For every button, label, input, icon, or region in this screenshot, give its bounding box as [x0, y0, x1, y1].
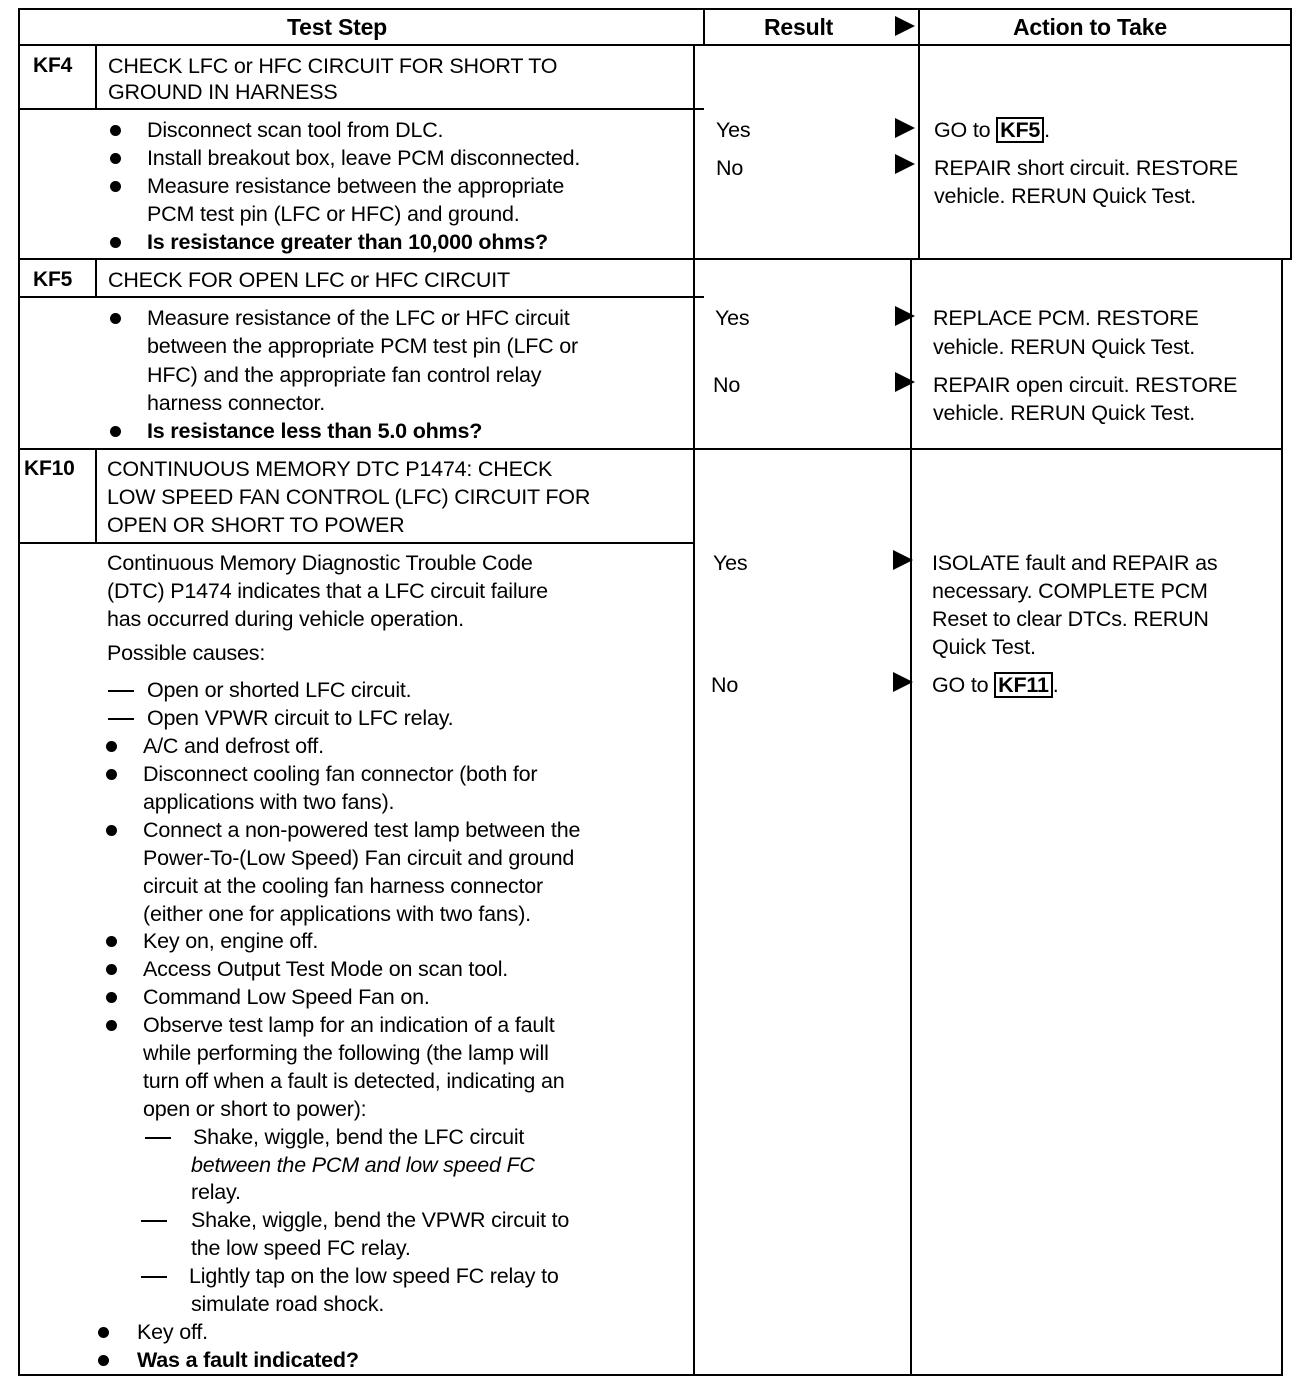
kf10-step: applications with two fans). — [143, 790, 395, 814]
kf10-action-yes: Quick Test. — [932, 635, 1036, 659]
step-ref-kf5: KF5 — [996, 117, 1044, 143]
bullet-icon — [110, 125, 121, 136]
kf4-step: Install breakout box, leave PCM disconnected. — [147, 146, 581, 170]
kf4-result-yes: Yes — [716, 118, 751, 142]
arrow-icon — [895, 372, 915, 392]
arrow-icon — [895, 306, 915, 326]
bullet-icon — [98, 1355, 109, 1366]
kf10-step: Connect a non-powered test lamp between the — [143, 818, 581, 842]
bullet-icon — [106, 769, 117, 780]
kf10-cause: Open VPWR circuit to LFC relay. — [147, 706, 454, 730]
kf10-cause: Open or shorted LFC circuit. — [147, 678, 412, 702]
bullet-icon — [98, 1327, 109, 1338]
kf5-result-yes: Yes — [715, 306, 750, 330]
kf10-intro: (DTC) P1474 indicates that a LFC circuit failure — [107, 579, 548, 603]
kf5-action-yes: vehicle. RERUN Quick Test. — [933, 335, 1196, 359]
kf5-question: Is resistance less than 5.0 ohms? — [147, 419, 483, 443]
section-rule-kf5 — [18, 258, 1292, 260]
bullet-icon — [106, 1020, 117, 1031]
kf10-action-yes: ISOLATE fault and REPAIR as — [932, 551, 1218, 575]
dash-icon — [108, 690, 134, 692]
kf10-final-step: Key off. — [137, 1320, 208, 1344]
kf10-substep: simulate road shock. — [191, 1292, 385, 1316]
kf10-step: (either one for applications with two fans). — [143, 902, 531, 926]
step-ref-kf11: KF11 — [994, 672, 1053, 698]
kf4-step-id: KF4 — [33, 54, 73, 77]
kf10-substep: relay. — [191, 1180, 241, 1204]
kf10-step: Power-To-(Low Speed) Fan circuit and ground — [143, 846, 575, 870]
header-test-step: Test Step — [287, 14, 388, 40]
kf10-result-yes: Yes — [713, 551, 748, 575]
kf4-title-line: CHECK LFC or HFC CIRCUIT FOR SHORT TO — [108, 54, 558, 78]
kf4-step: PCM test pin (LFC or HFC) and ground. — [147, 202, 520, 226]
kf10-step: Command Low Speed Fan on. — [143, 985, 430, 1009]
kf10-step: Access Output Test Mode on scan tool. — [143, 957, 509, 981]
kf10-step: circuit at the cooling fan harness connector — [143, 874, 543, 898]
dash-icon — [145, 1137, 171, 1139]
kf10-intro: has occurred during vehicle operation. — [107, 607, 464, 631]
bullet-icon — [110, 153, 121, 164]
bullet-icon — [110, 181, 121, 192]
kf10-title-line: CONTINUOUS MEMORY DTC P1474: CHECK — [107, 457, 553, 481]
table-border-right-lower — [1281, 258, 1283, 1376]
kf10-step: Disconnect cooling fan connector (both for — [143, 762, 538, 786]
kf4-action-yes: GO to KF5 . — [934, 118, 1050, 142]
kf5-title-rule — [18, 296, 704, 298]
kf5-step: harness connector. — [147, 391, 326, 415]
arrow-icon — [893, 550, 913, 570]
bullet-icon — [106, 936, 117, 947]
kf5-id-divider — [95, 258, 97, 298]
bullet-icon — [110, 313, 121, 324]
kf4-action-no: vehicle. RERUN Quick Test. — [934, 184, 1197, 208]
dash-icon — [141, 1276, 167, 1278]
kf4-step: Disconnect scan tool from DLC. — [147, 118, 444, 142]
kf10-step: Observe test lamp for an indication of a fault — [143, 1013, 555, 1037]
kf10-result-no: No — [711, 673, 739, 697]
kf10-substep: Shake, wiggle, bend the VPWR circuit to — [191, 1208, 570, 1232]
kf5-title: CHECK FOR OPEN LFC or HFC CIRCUIT — [108, 268, 510, 292]
kf5-step: Measure resistance of the LFC or HFC circuit — [147, 306, 570, 330]
kf10-step: open or short to power): — [143, 1097, 367, 1121]
kf10-substep: the low speed FC relay. — [191, 1236, 411, 1260]
kf10-step: A/C and defrost off. — [143, 734, 324, 758]
kf10-action-yes: necessary. COMPLETE PCM — [932, 579, 1208, 603]
kf4-title-rule — [18, 108, 704, 110]
kf10-causes-label: Possible causes: — [107, 641, 266, 665]
kf5-action-no: REPAIR open circuit. RESTORE — [933, 373, 1238, 397]
action-col-divider-lower — [910, 258, 912, 1376]
header-action: Action to Take — [1013, 14, 1167, 40]
kf10-substep: Shake, wiggle, bend the LFC circuit — [193, 1125, 525, 1149]
section-rule-kf10 — [18, 448, 1282, 450]
kf10-question: Was a fault indicated? — [137, 1348, 359, 1372]
header-result: Result — [764, 14, 834, 40]
dash-icon — [108, 718, 134, 720]
kf10-step: while performing the following (the lamp will — [143, 1041, 549, 1065]
kf10-id-divider — [95, 448, 97, 544]
kf5-action-no: vehicle. RERUN Quick Test. — [933, 401, 1196, 425]
bullet-icon — [110, 237, 121, 248]
result-col-divider — [703, 8, 705, 46]
kf10-title-line: OPEN OR SHORT TO POWER — [107, 513, 405, 537]
kf10-title-line: LOW SPEED FAN CONTROL (LFC) CIRCUIT FOR — [107, 485, 591, 509]
kf10-step: Key on, engine off. — [143, 929, 319, 953]
arrow-icon — [893, 672, 913, 692]
table-border-bottom — [18, 1374, 1282, 1376]
kf10-intro: Continuous Memory Diagnostic Trouble Code — [107, 551, 533, 575]
kf4-id-divider — [95, 44, 97, 110]
kf10-title-rule — [18, 542, 695, 544]
bullet-icon — [110, 426, 121, 437]
table-border-left — [18, 8, 20, 1376]
arrow-icon — [895, 154, 915, 174]
kf5-result-no: No — [713, 373, 741, 397]
bullet-icon — [106, 825, 117, 836]
kf10-action-no: GO to KF11 . — [932, 673, 1059, 697]
kf5-action-yes: REPLACE PCM. RESTORE — [933, 306, 1199, 330]
kf4-step: Measure resistance between the appropriate — [147, 174, 565, 198]
kf10-step-id: KF10 — [24, 457, 75, 480]
kf5-step: HFC) and the appropriate fan control relay — [147, 363, 542, 387]
kf4-result-no: No — [716, 156, 744, 180]
kf10-step: turn off when a fault is detected, indicating an — [143, 1069, 565, 1093]
arrow-icon — [895, 118, 915, 138]
kf10-substep: between the PCM and low speed FC — [191, 1153, 535, 1177]
table-border-top — [18, 8, 1292, 10]
header-arrow-icon — [895, 16, 915, 36]
kf5-step: between the appropriate PCM test pin (LFC or — [147, 334, 578, 358]
kf4-title-line: GROUND IN HARNESS — [108, 80, 338, 104]
kf4-question: Is resistance greater than 10,000 ohms? — [147, 230, 548, 254]
header-bottom-rule — [18, 44, 1292, 46]
dash-icon — [141, 1220, 167, 1222]
bullet-icon — [106, 741, 117, 752]
kf10-action-yes: Reset to clear DTCs. RERUN — [932, 607, 1209, 631]
kf10-substep: Lightly tap on the low speed FC relay to — [189, 1264, 559, 1288]
kf5-step-id: KF5 — [33, 268, 73, 291]
result-col-divider-lower — [693, 44, 695, 1376]
bullet-icon — [106, 964, 117, 975]
bullet-icon — [106, 992, 117, 1003]
kf4-action-no: REPAIR short circuit. RESTORE — [934, 156, 1239, 180]
